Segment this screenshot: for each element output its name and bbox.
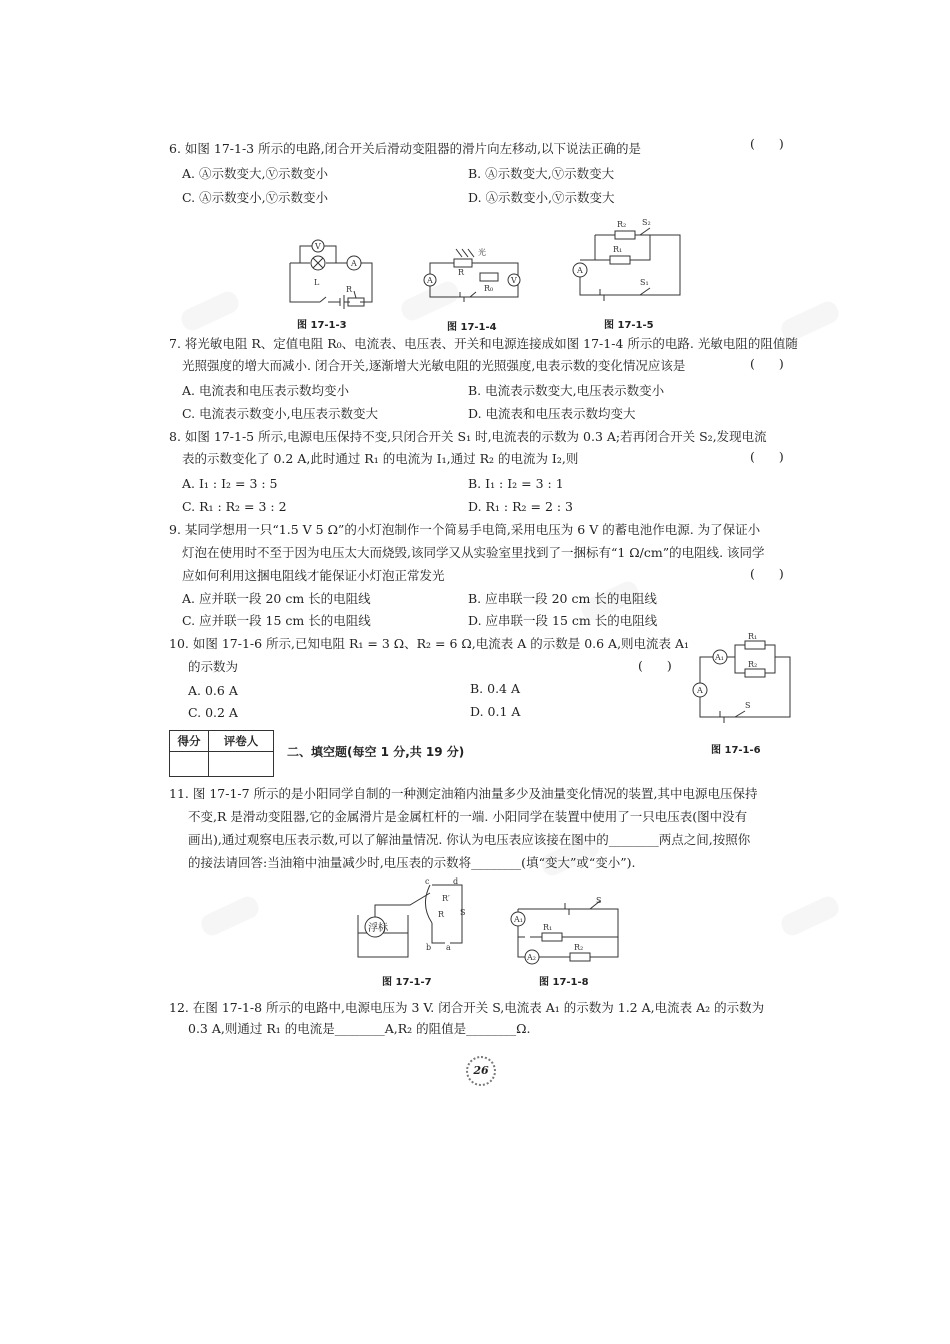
svg-text:R₂: R₂ (748, 660, 758, 669)
svg-text:A₁: A₁ (715, 653, 724, 662)
svg-text:S: S (596, 896, 602, 905)
svg-text:d: d (453, 877, 459, 886)
grader-header: 评卷人 (209, 731, 274, 752)
svg-text:V: V (511, 276, 517, 285)
q7-option-a: A. 电流表和电压表示数均变小 (182, 383, 349, 398)
q9-option-c: C. 应并联一段 15 cm 长的电阻线 (182, 613, 371, 628)
svg-text:R′: R′ (442, 894, 450, 903)
q9-stem-line1: 9. 某同学想用一只“1.5 V 5 Ω”的小灯泡制作一个简易手电筒,采用电压为 6 V 的蓄电池作电源. 为了保证小 (169, 522, 761, 537)
q12-stem-line2: 0.3 A,则通过 R₁ 的电流是________A,R₂ 的阻值是________Ω. (188, 1021, 531, 1036)
q9-option-b: B. 应串联一段 20 cm 长的电阻线 (468, 591, 657, 606)
circuit-figure-17-1-6 (690, 632, 800, 725)
q10-stem-line1: 10. 如图 17-1-6 所示,已知电阻 R₁ = 3 Ω、R₂ = 6 Ω,电流表 A 的示数是 0.6 A,则电流表 A₁ (169, 636, 690, 651)
q6-option-b: B. Ⓐ示数变大,Ⓥ示数变大 (468, 166, 615, 181)
svg-text:R: R (346, 285, 353, 294)
watermark (198, 893, 262, 938)
q10-answer-paren: ( ) (638, 658, 682, 673)
figure-caption-17-1-7: 图 17-1-7 (382, 977, 432, 988)
figure-caption-17-1-3: 图 17-1-3 (297, 320, 347, 331)
q7-option-d: D. 电流表和电压表示数均变大 (468, 406, 636, 421)
circuit-figure-17-1-8 (510, 897, 625, 967)
q10-option-d: D. 0.1 A (470, 704, 521, 719)
q8-option-c: C. R₁ : R₂ = 3 : 2 (182, 499, 287, 514)
q8-option-d: D. R₁ : R₂ = 2 : 3 (468, 499, 574, 514)
q6-option-a: A. Ⓐ示数变大,Ⓥ示数变小 (182, 166, 328, 181)
q6-answer-paren: ( ) (750, 136, 794, 151)
q6-option-c: C. Ⓐ示数变小,Ⓥ示数变小 (182, 190, 329, 205)
svg-text:a: a (446, 943, 451, 952)
svg-text:R₁: R₁ (613, 245, 623, 254)
q10-option-a: A. 0.6 A (188, 683, 238, 698)
q7-option-b: B. 电流表示数变大,电压表示数变小 (468, 383, 665, 398)
svg-text:S₁: S₁ (640, 278, 649, 287)
svg-text:A: A (351, 259, 357, 268)
q9-answer-paren: ( ) (750, 566, 794, 581)
q9-option-d: D. 应串联一段 15 cm 长的电阻线 (468, 613, 658, 628)
svg-text:A₁: A₁ (514, 915, 523, 924)
q8-stem-line2: 表的示数变化了 0.2 A,此时通过 R₁ 的电流为 I₁,通过 R₂ 的电流为 I₂,则 (182, 451, 579, 466)
watermark (778, 893, 842, 938)
q10-option-c: C. 0.2 A (188, 705, 238, 720)
svg-text:R₂: R₂ (617, 220, 627, 229)
q7-option-c: C. 电流表示数变小,电压表示数变大 (182, 406, 379, 421)
q9-stem-line3: 应如何利用这捆电阻线才能保证小灯泡正常发光 (182, 568, 445, 583)
q11-stem-line3: 画出),通过观察电压表示数,可以了解油量情况. 你认为电压表应该接在图中的________两点之间,按照你 (188, 832, 751, 847)
svg-text:A: A (577, 266, 583, 275)
svg-text:S: S (460, 908, 466, 917)
svg-text:A: A (697, 686, 703, 695)
q8-answer-paren: ( ) (750, 449, 794, 464)
svg-text:A₂: A₂ (527, 953, 536, 962)
svg-text:R: R (438, 910, 445, 919)
device-figure-17-1-7 (350, 875, 480, 965)
grader-cell (209, 752, 274, 777)
score-box (169, 730, 274, 777)
score-cell (170, 752, 209, 777)
q8-option-b: B. I₁ : I₂ = 3 : 1 (468, 476, 564, 491)
q7-stem-line1: 7. 将光敏电阻 R、定值电阻 R₀、电流表、电压表、开关和电源连接成如图 17-1-4 所示的电路. 光敏电阻的阻值随 (169, 336, 798, 351)
svg-text:S₂: S₂ (642, 218, 651, 227)
svg-text:A: A (427, 276, 433, 285)
svg-text:R₁: R₁ (543, 923, 553, 932)
svg-text:光: 光 (478, 248, 486, 257)
svg-text:L: L (314, 278, 320, 287)
figure-caption-17-1-8: 图 17-1-8 (539, 977, 589, 988)
circuit-figure-17-1-4 (420, 245, 530, 310)
q8-option-a: A. I₁ : I₂ = 3 : 5 (182, 476, 278, 491)
q8-stem-line1: 8. 如图 17-1-5 所示,电源电压保持不变,只闭合开关 S₁ 时,电流表的示数为 0.3 A;若再闭合开关 S₂,发现电流 (169, 429, 767, 444)
circuit-figure-17-1-5 (570, 215, 690, 300)
q10-stem-line2: 的示数为 (188, 659, 239, 674)
figure-caption-17-1-6: 图 17-1-6 (711, 745, 761, 756)
svg-text:S: S (745, 701, 751, 710)
svg-text:b: b (426, 943, 432, 952)
q6-option-d: D. Ⓐ示数变小,Ⓥ示数变大 (468, 190, 615, 205)
q12-stem-line1: 12. 在图 17-1-8 所示的电路中,电源电压为 3 V. 闭合开关 S,电流表 A₁ 的示数为 1.2 A,电流表 A₂ 的示数为 (169, 1000, 765, 1015)
figure-caption-17-1-5: 图 17-1-5 (604, 320, 654, 331)
svg-text:c: c (425, 877, 430, 886)
q7-answer-paren: ( ) (750, 356, 794, 371)
score-header: 得分 (170, 731, 209, 752)
q11-stem-line4: 的接法请回答:当油箱中油量减少时,电压表的示数将________(填“变大”或“变小”). (188, 855, 636, 870)
q11-stem-line1: 11. 图 17-1-7 所示的是小阳同学自制的一种测定油箱内油量多少及油量变化情况的装置,其中电源电压保持 (169, 786, 758, 801)
q9-stem-line2: 灯泡在使用时不至于因为电压太大而烧毁,该同学又从实验室里找到了一捆标有“1 Ω/cm”的电阻线. 该同学 (182, 545, 765, 560)
svg-text:R₂: R₂ (574, 943, 584, 952)
svg-text:R₁: R₁ (748, 632, 758, 641)
circuit-figure-17-1-3 (280, 235, 380, 305)
float-label: 浮标 (368, 923, 388, 934)
q10-option-b: B. 0.4 A (470, 681, 521, 696)
q9-option-a: A. 应并联一段 20 cm 长的电阻线 (182, 591, 371, 606)
q11-stem-line2: 不变,R 是滑动变阻器,它的金属滑片是金属杠杆的一端. 小阳同学在装置中使用了一只电压表(图中没有 (188, 809, 748, 824)
svg-text:R: R (458, 268, 465, 277)
svg-text:V: V (315, 242, 321, 251)
section-heading: 二、填空题(每空 1 分,共 19 分) (287, 745, 465, 759)
watermark (178, 288, 242, 333)
page-number: 26 (466, 1056, 496, 1086)
q6-stem: 6. 如图 17-1-3 所示的电路,闭合开关后滑动变阻器的滑片向左移动,以下说法正确的是 (169, 141, 642, 156)
figure-caption-17-1-4: 图 17-1-4 (447, 322, 497, 333)
q7-stem-line2: 光照强度的增大而减小. 闭合开关,逐渐增大光敏电阻的光照强度,电表示数的变化情况应该是 (182, 358, 686, 373)
svg-text:R₀: R₀ (484, 284, 494, 293)
